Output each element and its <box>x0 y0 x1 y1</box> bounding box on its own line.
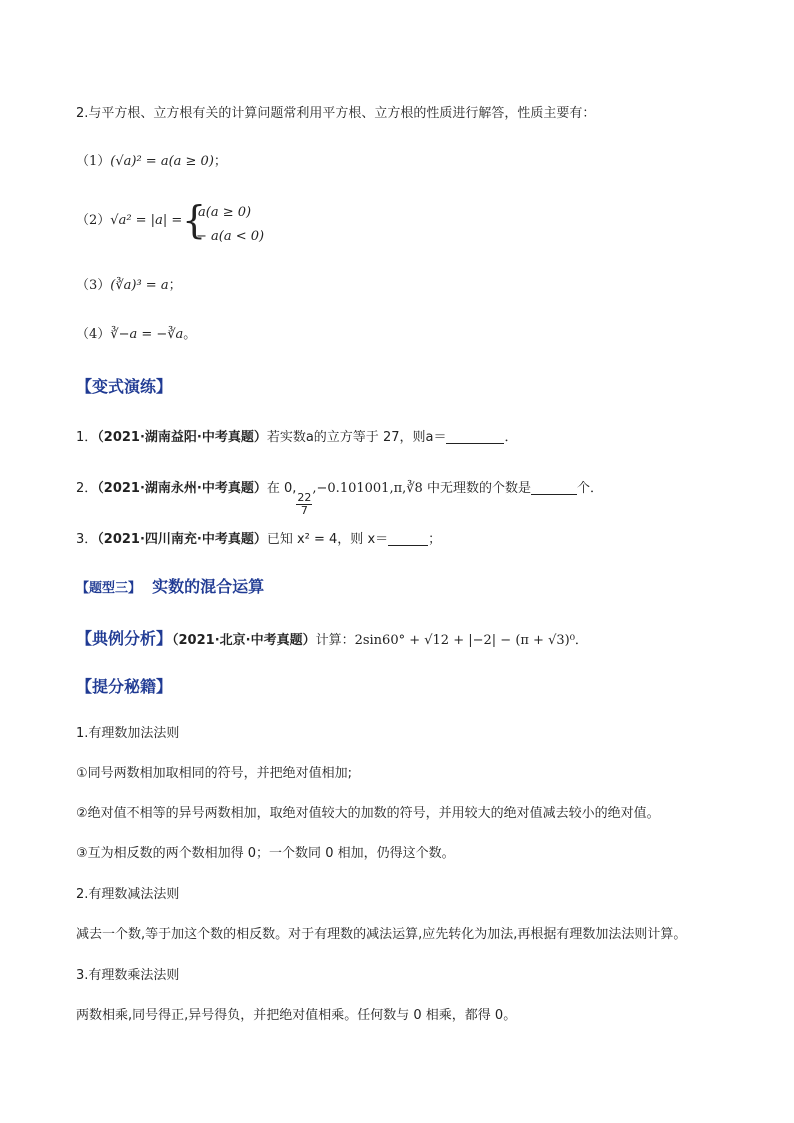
exercise-1-tail: ． <box>504 430 518 445</box>
section-variant-heading: 【变式演练】 <box>76 377 173 396</box>
property-3 <box>76 277 182 295</box>
example-source: （2021·北京·中考真题） <box>172 633 316 648</box>
rule-heading-mul: 3.有理数乘法法则 <box>76 968 180 983</box>
example-label: 【典例分析】 <box>76 629 173 648</box>
exercise-2-tail: 个． <box>576 481 603 496</box>
property-2-label: （2） <box>76 213 111 228</box>
property-1 <box>76 153 227 171</box>
property-1-label: （1） <box>76 154 111 169</box>
property-3-formula: (∛a)³ = a <box>110 278 169 293</box>
exercise-1-source: （2021·湖南益阳·中考真题） <box>97 430 267 445</box>
exercise-1-num: 1． <box>76 430 98 445</box>
section-type-heading <box>76 576 264 600</box>
exercise-3-tail: ； <box>428 532 442 547</box>
piecewise-brace: { <box>182 198 207 242</box>
property-4 <box>76 326 196 344</box>
exercise-3-num: 3． <box>76 532 98 547</box>
property-1-tail: ； <box>213 154 227 169</box>
rule-add-3: ③互为相反数的两个数相加得 0；一个数同 0 相加，仍得这个数。 <box>76 846 455 861</box>
property-2-formula: √a² = |a| = <box>110 213 183 228</box>
exercise-3 <box>76 531 441 549</box>
exercise-1-text: 若实数a的立方等于 27，则a＝ <box>266 430 447 445</box>
rule-heading-add: 1.有理数加法法则 <box>76 726 180 741</box>
exercise-2-num: 2． <box>76 481 98 496</box>
property-4-label: （4） <box>76 327 111 342</box>
rule-add-1: ①同号两数相加取相同的符号，并把绝对值相加; <box>76 766 353 781</box>
exercise-2-post: ,−0.101001,π,∛8 中无理数的个数是 <box>312 481 531 496</box>
property-2 <box>76 212 182 230</box>
fraction-22-7 <box>296 492 312 517</box>
rule-add-2: ②绝对值不相等的异号两数相加，取绝对值较大的加数的符号，并用较大的绝对值减去较小的绝对值。 <box>76 806 660 821</box>
property-2-case-1: a(a ≥ 0) <box>198 205 252 220</box>
exercise-1-answer-blank[interactable] <box>446 429 504 444</box>
exercise-3-source: （2021·四川南充·中考真题） <box>97 532 267 547</box>
property-2-case-2: − a(a < 0) <box>196 229 265 244</box>
rule-heading-sub: 2.有理数减法法则 <box>76 887 180 902</box>
fraction-numerator: 22 <box>297 491 312 504</box>
section-type-title: 实数的混合运算 <box>152 577 265 596</box>
section-tips-heading: 【提分秘籍】 <box>76 677 173 696</box>
property-4-tail: 。 <box>183 327 197 342</box>
exercise-2-source: （2021·湖南永州·中考真题） <box>97 481 267 496</box>
property-4-formula: ∛−a = −∛a <box>110 327 184 342</box>
exercise-1 <box>76 429 517 447</box>
exercise-3-answer-blank[interactable] <box>388 531 428 546</box>
exercise-2-answer-blank[interactable] <box>531 480 577 495</box>
example-text: 计算：2sin60° + √12 + |−2| − (π + √3)⁰． <box>315 633 588 648</box>
property-1-formula: (√a)² = a(a ≥ 0) <box>110 154 214 169</box>
intro-text: 2.与平方根、立方根有关的计算问题常利用平方根、立方根的性质进行解答，性质主要有： <box>76 106 596 121</box>
rule-sub-1: 减去一个数,等于加这个数的相反数。对于有理数的减法运算,应先转化为加法,再根据有理数加法法则计算。 <box>76 927 687 942</box>
example-line <box>76 630 588 650</box>
section-type-bracket: 【题型三】 <box>76 581 142 596</box>
exercise-2-pre: 在 0, <box>266 481 297 496</box>
property-3-label: （3） <box>76 278 111 293</box>
exercise-3-text: 已知 x² = 4，则 x＝ <box>266 532 389 547</box>
rule-mul-1: 两数相乘,同号得正,异号得负，并把绝对值相乘。任何数与 0 相乘，都得 0。 <box>76 1008 517 1023</box>
property-3-tail: ； <box>168 278 182 293</box>
exercise-2 <box>76 480 603 517</box>
fraction-denominator: 7 <box>300 504 308 517</box>
